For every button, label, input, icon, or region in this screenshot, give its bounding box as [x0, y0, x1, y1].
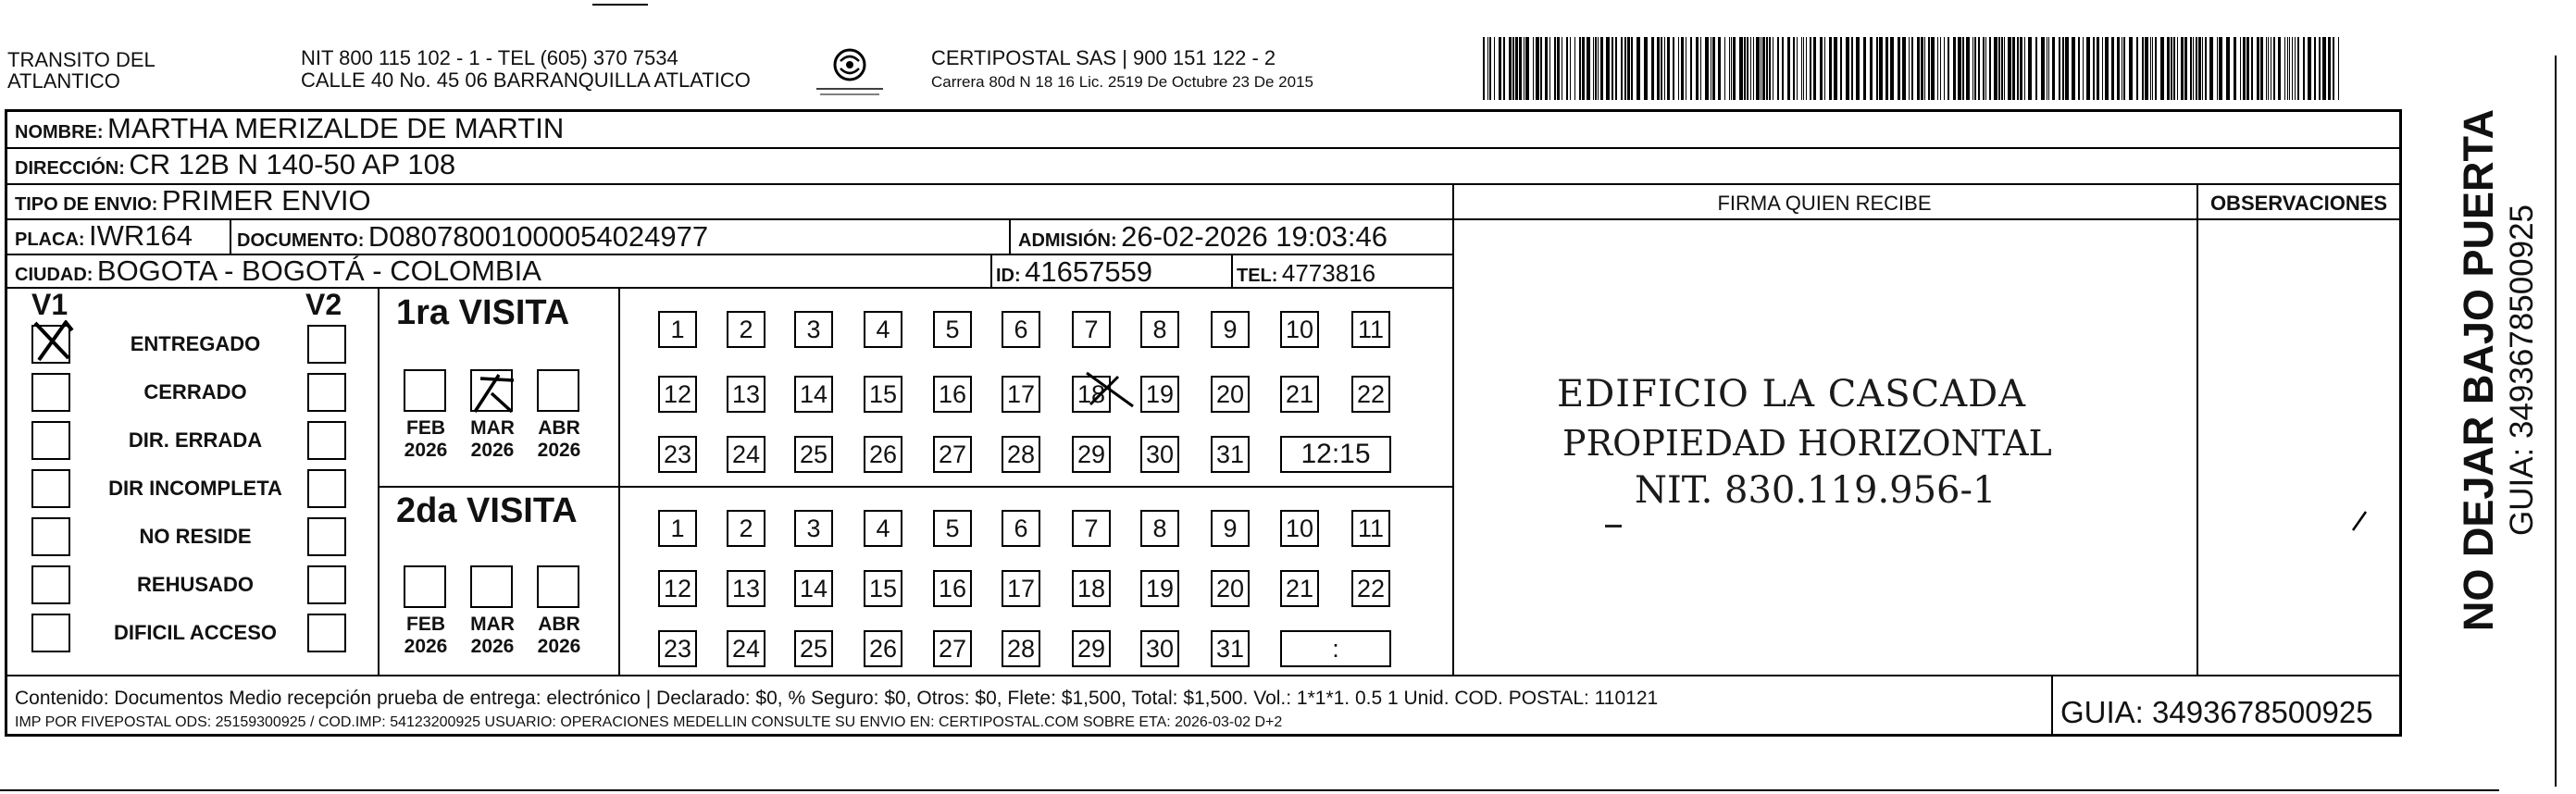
- v1-checkbox[interactable]: [31, 565, 70, 604]
- company-name-line1: TRANSITO DEL: [7, 48, 156, 71]
- day-box[interactable]: 15: [864, 570, 902, 607]
- day-box[interactable]: 25: [794, 436, 833, 473]
- day-box[interactable]: 21: [1280, 570, 1319, 607]
- day-box[interactable]: 27: [933, 630, 972, 667]
- status-label: ENTREGADO: [130, 332, 261, 355]
- nombre-label: NOMBRE:: [15, 122, 104, 143]
- placa-row: [15, 220, 193, 257]
- v1-checkbox[interactable]: [31, 373, 70, 412]
- day-box[interactable]: 17: [1002, 376, 1040, 413]
- admision-label: ADMISIÓN:: [1018, 230, 1117, 251]
- day-box[interactable]: 12: [658, 376, 697, 413]
- day-box[interactable]: 31: [1211, 630, 1250, 667]
- documento-field: [237, 221, 708, 258]
- day-box[interactable]: 7: [1072, 311, 1111, 348]
- day-box[interactable]: 13: [727, 570, 765, 607]
- month-checkbox[interactable]: [537, 369, 579, 412]
- status-label: CERRADO: [143, 380, 247, 403]
- month-checkbox[interactable]: [404, 565, 446, 608]
- carrier-license: Carrera 80d N 18 16 Lic. 2519 De Octubre 23 De 2015: [931, 73, 1313, 91]
- day-box[interactable]: 26: [864, 436, 902, 473]
- day-box[interactable]: 6: [1002, 510, 1040, 547]
- id-label: ID:: [996, 266, 1021, 286]
- month-label: FEB: [406, 614, 445, 635]
- day-box[interactable]: 10: [1280, 311, 1319, 348]
- status-label: NO RESIDE: [139, 525, 252, 548]
- v1-checkbox[interactable]: [31, 469, 70, 508]
- day-box[interactable]: 7: [1072, 510, 1111, 547]
- barcode: [1483, 37, 2344, 100]
- day-box[interactable]: 2: [727, 510, 765, 547]
- carrier-logo: [813, 44, 887, 100]
- side-guia: GUIA: 3493678500925: [2504, 204, 2540, 537]
- day-box[interactable]: 30: [1140, 436, 1179, 473]
- day-box[interactable]: 23: [658, 630, 697, 667]
- month-year: 2026: [470, 636, 515, 657]
- id-value: 41657559: [1025, 255, 1153, 288]
- day-box[interactable]: 16: [933, 376, 972, 413]
- month-label: ABR: [538, 614, 580, 635]
- visit1-day-mark: [1081, 367, 1139, 412]
- day-box[interactable]: 18: [1072, 376, 1111, 413]
- day-box[interactable]: 22: [1351, 376, 1390, 413]
- day-box[interactable]: 5: [933, 311, 972, 348]
- footer-contents: Contenido: Documentos Medio recepción prueba de entrega: electrónico | Declarado: $0, % Seguro: $0, Otros: $0, Flete: $1,500, Total: $1,500. Vol.: 1*1*1. 0.5 1 Unid. COD. POSTAL: 110121: [15, 688, 1659, 709]
- month-checkbox[interactable]: [404, 369, 446, 412]
- v2-checkbox[interactable]: [307, 614, 346, 652]
- v2-checkbox[interactable]: [307, 325, 346, 364]
- visit2-title: 2da VISITA: [396, 491, 578, 530]
- day-box[interactable]: 14: [794, 376, 833, 413]
- tipo-label: TIPO DE ENVIO:: [15, 194, 158, 215]
- month-checkbox[interactable]: [537, 565, 579, 608]
- day-box[interactable]: 9: [1211, 311, 1250, 348]
- footer-guia: GUIA: 3493678500925: [2060, 695, 2373, 729]
- direccion-row: [15, 149, 455, 186]
- visit1-title: 1ra VISITA: [396, 293, 570, 332]
- day-box[interactable]: 18: [1072, 570, 1111, 607]
- day-box[interactable]: 19: [1140, 376, 1179, 413]
- day-box[interactable]: 29: [1072, 436, 1111, 473]
- v1-entregado-mark: [28, 317, 80, 364]
- day-box[interactable]: 4: [864, 510, 902, 547]
- time-box[interactable]: :: [1280, 630, 1391, 667]
- day-box[interactable]: 28: [1002, 630, 1040, 667]
- month-label: MAR: [470, 417, 515, 439]
- day-box[interactable]: 29: [1072, 630, 1111, 667]
- day-box[interactable]: 31: [1211, 436, 1250, 473]
- admision-value: 26-02-2026 19:03:46: [1121, 220, 1388, 253]
- day-box[interactable]: 6: [1002, 311, 1040, 348]
- day-box[interactable]: 25: [794, 630, 833, 667]
- day-box[interactable]: 24: [727, 630, 765, 667]
- month-year: 2026: [537, 636, 581, 657]
- day-box[interactable]: 17: [1002, 570, 1040, 607]
- observaciones-header: OBSERVACIONES: [2209, 192, 2388, 215]
- scan-top-mark: [592, 4, 648, 6]
- day-box[interactable]: 22: [1351, 570, 1390, 607]
- v2-checkbox[interactable]: [307, 469, 346, 508]
- v1-checkbox[interactable]: [31, 614, 70, 652]
- status-label: REHUSADO: [137, 573, 254, 596]
- observaciones-mark: [2351, 510, 2368, 532]
- placa-label: PLACA:: [15, 230, 85, 250]
- day-box[interactable]: 27: [933, 436, 972, 473]
- direccion-label: DIRECCIÓN:: [15, 158, 125, 179]
- delivery-form: [5, 109, 2402, 737]
- documento-value: D08078001000054024977: [367, 220, 709, 253]
- day-box[interactable]: 5: [933, 510, 972, 547]
- day-box[interactable]: 1: [658, 311, 697, 348]
- day-box[interactable]: 3: [794, 510, 833, 547]
- v2-checkbox[interactable]: [307, 517, 346, 556]
- carrier-name: CERTIPOSTAL SAS | 900 151 122 - 2: [931, 46, 1276, 69]
- stamp-dash: [1605, 525, 1622, 527]
- month-label: ABR: [538, 417, 580, 439]
- documento-label: DOCUMENTO:: [237, 230, 365, 251]
- month-year: 2026: [404, 440, 448, 461]
- day-box[interactable]: 30: [1140, 630, 1179, 667]
- v2-checkbox[interactable]: [307, 421, 346, 460]
- month-year: 2026: [537, 440, 581, 461]
- day-box[interactable]: 13: [727, 376, 765, 413]
- v2-checkbox[interactable]: [307, 373, 346, 412]
- day-box[interactable]: 16: [933, 570, 972, 607]
- nombre-value: MARTHA MERIZALDE DE MARTIN: [107, 112, 565, 144]
- day-box[interactable]: 11: [1351, 510, 1390, 547]
- day-box[interactable]: 23: [658, 436, 697, 473]
- day-box[interactable]: 20: [1211, 570, 1250, 607]
- company-nit: NIT 800 115 102 - 1 - TEL (605) 370 7534: [301, 46, 678, 69]
- side-warning: NO DEJAR BAJO PUERTA: [2455, 108, 2502, 632]
- day-box[interactable]: 21: [1280, 376, 1319, 413]
- footer-print-info: IMP POR FIVEPOSTAL ODS: 25159300925 / COD.IMP: 54123200925 USUARIO: OPERACIONES MEDELLIN CONSULTE SU ENVIO EN: CERTIPOSTAL.COM SOBRE ETA: 2026-03-02 D+2: [15, 714, 1283, 730]
- v1-checkbox[interactable]: [31, 517, 70, 556]
- tel-label: TEL:: [1237, 266, 1278, 286]
- v1-label: V1: [31, 288, 68, 321]
- day-box[interactable]: 8: [1140, 510, 1179, 547]
- day-box[interactable]: 28: [1002, 436, 1040, 473]
- status-label: DIFICIL ACCESO: [113, 621, 277, 644]
- placa-value: IWR164: [89, 219, 193, 252]
- stamp-line1: EDIFICIO LA CASCADA: [1557, 373, 2027, 416]
- day-box[interactable]: 9: [1211, 510, 1250, 547]
- status-label: DIR. ERRADA: [128, 428, 263, 452]
- tel-value: 4773816: [1281, 259, 1376, 287]
- month-year: 2026: [404, 636, 448, 657]
- day-box[interactable]: 8: [1140, 311, 1179, 348]
- v2-checkbox[interactable]: [307, 565, 346, 604]
- stamp-line3: NIT. 830.119.956-1: [1635, 469, 1997, 512]
- month-label: MAR: [470, 614, 515, 635]
- month-checkbox[interactable]: [470, 565, 513, 608]
- day-box[interactable]: 26: [864, 630, 902, 667]
- day-box[interactable]: 14: [794, 570, 833, 607]
- time-box[interactable]: 12:15: [1280, 436, 1391, 473]
- stamp-line2: PROPIEDAD HORIZONTAL: [1562, 423, 2052, 464]
- scan-bottom-line: [0, 789, 2499, 791]
- tipo-value: PRIMER ENVIO: [161, 184, 371, 217]
- ciudad-label: CIUDAD:: [15, 265, 93, 285]
- day-box[interactable]: 11: [1351, 311, 1390, 348]
- day-box[interactable]: 15: [864, 376, 902, 413]
- ciudad-value: BOGOTA - BOGOTÁ - COLOMBIA: [96, 254, 541, 287]
- day-box[interactable]: 2: [727, 311, 765, 348]
- day-box[interactable]: 24: [727, 436, 765, 473]
- day-box[interactable]: 10: [1280, 510, 1319, 547]
- month-year: 2026: [470, 440, 515, 461]
- day-box[interactable]: 1: [658, 510, 697, 547]
- tipo-row: [15, 185, 371, 222]
- nombre-row: [15, 113, 564, 150]
- v1-checkbox[interactable]: [31, 421, 70, 460]
- direccion-value: CR 12B N 140-50 AP 108: [129, 148, 456, 180]
- scan-edge-line: [2555, 56, 2557, 787]
- company-name-line2: ATLANTICO: [7, 69, 120, 93]
- visit1-month-mark: [467, 369, 517, 416]
- admision-field: [1018, 221, 1388, 258]
- day-box[interactable]: 20: [1211, 376, 1250, 413]
- day-box[interactable]: 12: [658, 570, 697, 607]
- day-box[interactable]: 19: [1140, 570, 1179, 607]
- day-box[interactable]: 4: [864, 311, 902, 348]
- month-label: FEB: [406, 417, 445, 439]
- firma-header: FIRMA QUIEN RECIBE: [1717, 192, 1932, 215]
- v2-label: V2: [305, 288, 342, 321]
- day-box[interactable]: 3: [794, 311, 833, 348]
- status-label: DIR INCOMPLETA: [108, 477, 282, 500]
- company-address: CALLE 40 No. 45 06 BARRANQUILLA ATLATICO: [301, 68, 751, 92]
